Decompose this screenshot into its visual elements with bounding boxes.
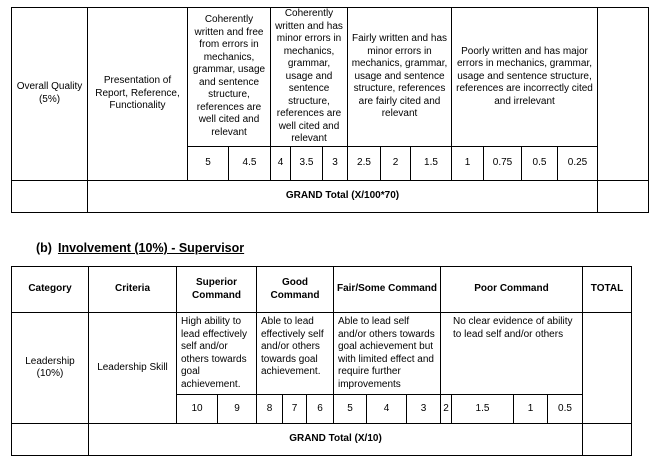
score-cell: 4 (271, 146, 291, 180)
score-cell: 7 (283, 395, 307, 424)
score-cell: 1.5 (411, 146, 452, 180)
overall-quality-table (11, 7, 649, 213)
score-cell: 5 (188, 146, 229, 180)
grand-total-label: GRAND Total (X/10) (89, 424, 583, 456)
band-description: Fairly written and has minor errors in mechanics, grammar, usage and sentence structure, references are fairly cited and relevant (348, 8, 452, 147)
score-cell: 2 (381, 146, 411, 180)
grand-total-value (583, 424, 632, 456)
header-total: TOTAL (583, 267, 632, 313)
header-fair: Fair/Some Command (334, 267, 441, 313)
band-description: High ability to lead effectively self and/or others towards goal achievement. (177, 313, 257, 395)
score-cell: 3.5 (291, 146, 323, 180)
score-cell: 5 (334, 395, 367, 424)
total-cell (583, 313, 632, 424)
score-cell: 9 (218, 395, 257, 424)
header-good: Good Command (257, 267, 334, 313)
band-description: No clear evidence of ability to lead self and/or others (441, 313, 583, 395)
score-cell: 6 (307, 395, 334, 424)
section-title: Involvement (10%) - Supervisor (57, 241, 245, 255)
total-cell (598, 8, 649, 181)
header-category: Category (12, 267, 89, 313)
section-heading (36, 241, 244, 255)
involvement-table (11, 266, 632, 456)
score-cell: 0.5 (548, 395, 583, 424)
blank-cell (12, 180, 88, 212)
grand-total-value (598, 180, 649, 212)
score-cell: 1 (514, 395, 548, 424)
score-cell: 8 (257, 395, 283, 424)
category-cell: Leadership (10%) (12, 313, 89, 424)
score-cell: 4 (367, 395, 407, 424)
score-cell: 10 (177, 395, 218, 424)
score-cell: 2.5 (348, 146, 381, 180)
blank-cell (12, 424, 89, 456)
band-description: Poorly written and has major errors in mechanics, grammar, usage and sentence structure, references are incorrectly cited and irrelevant (452, 8, 598, 147)
score-cell: 2 (441, 395, 452, 424)
band-description: Able to lead self and/or others towards goal achievement but with limited effect and require further improvements (334, 313, 441, 395)
score-cell: 1.5 (452, 395, 514, 424)
criteria-cell: Leadership Skill (89, 313, 177, 424)
section-label: (b) (36, 241, 52, 255)
score-cell: 3 (407, 395, 441, 424)
score-cell: 3 (323, 146, 348, 180)
category-cell: Overall Quality (5%) (12, 8, 88, 181)
criteria-cell: Presentation of Report, Reference, Functionality (88, 8, 188, 181)
score-cell: 0.25 (558, 146, 598, 180)
score-cell: 1 (452, 146, 484, 180)
band-description: Coherently written and free from errors in mechanics, grammar, usage and sentence structure, references are well cited and relevant (188, 8, 271, 147)
score-cell: 0.75 (484, 146, 522, 180)
header-criteria: Criteria (89, 267, 177, 313)
header-superior: Superior Command (177, 267, 257, 313)
score-cell: 0.5 (522, 146, 558, 180)
header-poor: Poor Command (441, 267, 583, 313)
score-cell: 4.5 (229, 146, 271, 180)
band-description: Coherently written and has minor errors in mechanics, grammar, usage and sentence structure, references are well cited and relevant (271, 8, 348, 147)
grand-total-label: GRAND Total (X/100*70) (88, 180, 598, 212)
band-description: Able to lead effectively self and/or others towards goal achievement. (257, 313, 334, 395)
